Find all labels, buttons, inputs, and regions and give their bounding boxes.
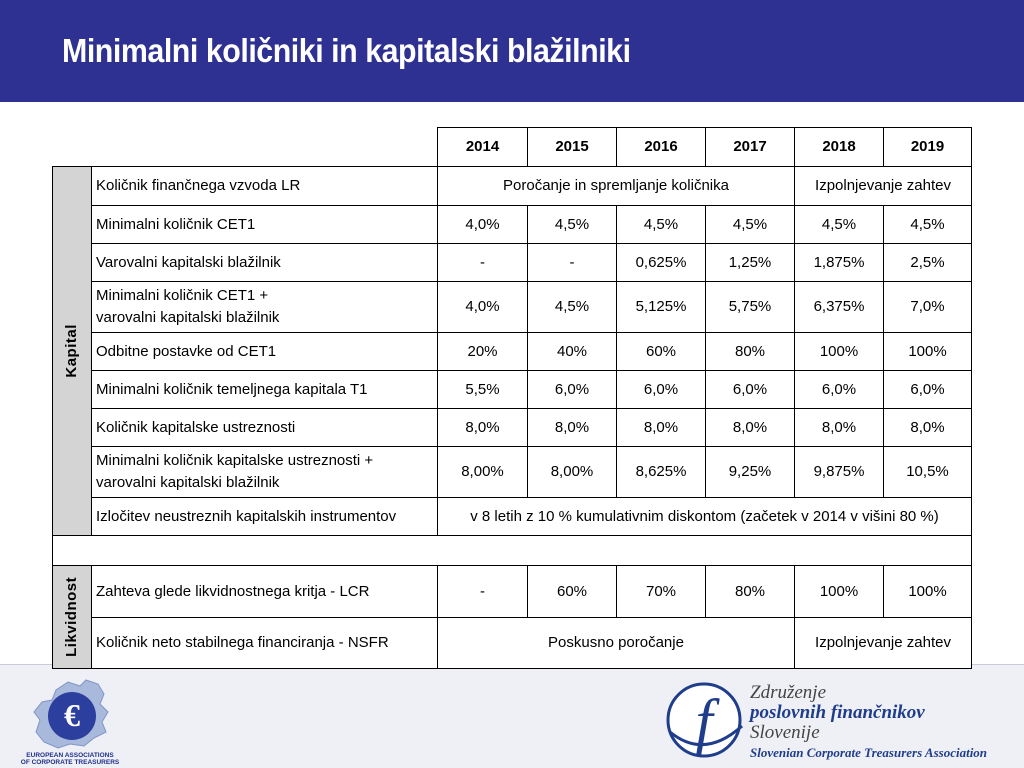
table-cell: 80% xyxy=(705,565,795,618)
zpfs-name-line3: Slovenije xyxy=(750,722,820,743)
table-cell: 60% xyxy=(616,332,706,371)
table-cell: 6,0% xyxy=(794,370,884,409)
table-cell: 6,0% xyxy=(883,370,972,409)
table-cell: 4,5% xyxy=(794,205,884,244)
zpfs-english-name: Slovenian Corporate Treasurers Association xyxy=(750,745,988,760)
zpfs-logo xyxy=(664,680,1004,766)
table-cell: 6,0% xyxy=(705,370,795,409)
table-cell: 5,75% xyxy=(705,281,795,333)
table-cell: 20% xyxy=(437,332,528,371)
table-cell: 1,875% xyxy=(794,243,884,282)
table-cell: 1,25% xyxy=(705,243,795,282)
europe-map-icon xyxy=(14,672,126,752)
section-label-kapital: Kapital xyxy=(52,166,92,536)
section-label-likvidnost: Likvidnost xyxy=(52,565,92,669)
table-cell: - xyxy=(527,243,617,282)
table-cell: 9,875% xyxy=(794,446,884,498)
year-header-2018: 2018 xyxy=(794,127,884,167)
row-label-lcr: Zahteva glede likvidnostnega kritja - LCR xyxy=(91,565,438,618)
lr-reporting-span: Poročanje in spremljanje količnika xyxy=(437,166,795,206)
row-label-phaseout: Izločitev neustreznih kapitalskih instrumentov xyxy=(91,497,438,536)
table-cell: - xyxy=(437,565,528,618)
row-label-car-buffer: Minimalni količnik kapitalske ustreznosti + varovalni kapitalski blažilnik xyxy=(91,446,438,498)
page-title: Minimalni količniki in kapitalski blažilniki xyxy=(62,32,631,69)
year-header-2017: 2017 xyxy=(705,127,795,167)
lr-compliance-span: Izpolnjevanje zahtev xyxy=(794,166,972,206)
table-cell: 2,5% xyxy=(883,243,972,282)
table-cell: 6,0% xyxy=(616,370,706,409)
row-label-t1: Minimalni količnik temeljnega kapitala T1 xyxy=(91,370,438,409)
row-label-deductions: Odbitne postavke od CET1 xyxy=(91,332,438,371)
table-cell: 4,0% xyxy=(437,205,528,244)
eact-logo xyxy=(14,672,126,766)
table-cell: 4,5% xyxy=(527,281,617,333)
year-header-2014: 2014 xyxy=(437,127,528,167)
year-header-2015: 2015 xyxy=(527,127,617,167)
table-cell: 4,5% xyxy=(527,205,617,244)
table-cell: 8,0% xyxy=(616,408,706,447)
svg-text:€: € xyxy=(64,697,80,733)
table-cell: - xyxy=(437,243,528,282)
section-spacer xyxy=(52,535,972,566)
row-label-cet1: Minimalni količnik CET1 xyxy=(91,205,438,244)
nsfr-compliance-span: Izpolnjevanje zahtev xyxy=(794,617,972,669)
table-cell: 8,0% xyxy=(883,408,972,447)
table-cell: 9,25% xyxy=(705,446,795,498)
table-cell: 100% xyxy=(794,332,884,371)
row-label-cet1-buffer: Minimalni količnik CET1 + varovalni kapitalski blažilnik xyxy=(91,281,438,333)
table-cell: 10,5% xyxy=(883,446,972,498)
nsfr-trial-span: Poskusno poročanje xyxy=(437,617,795,669)
table-cell: 8,00% xyxy=(527,446,617,498)
table-cell: 100% xyxy=(883,565,972,618)
row-label-nsfr: Količnik neto stabilnega financiranja - NSFR xyxy=(91,617,438,669)
zpfs-name-line1: Združenje xyxy=(750,682,826,703)
table-cell: 70% xyxy=(616,565,706,618)
table-cell: 8,0% xyxy=(437,408,528,447)
table-cell: 100% xyxy=(883,332,972,371)
table-cell: 4,5% xyxy=(705,205,795,244)
table-cell: 8,625% xyxy=(616,446,706,498)
year-header-2016: 2016 xyxy=(616,127,706,167)
table-cell: 8,00% xyxy=(437,446,528,498)
year-header-2019: 2019 xyxy=(883,127,972,167)
table-cell: 80% xyxy=(705,332,795,371)
zpfs-f-mark-icon xyxy=(664,680,748,766)
zpfs-name-line2: poslovnih finančnikov xyxy=(750,702,925,723)
table-cell: 5,125% xyxy=(616,281,706,333)
eact-logo-text: EUROPEAN ASSOCIATIONS OF CORPORATE TREASURERS xyxy=(20,752,120,767)
row-label-lr: Količnik finančnega vzvoda LR xyxy=(91,166,438,206)
table-cell: 4,5% xyxy=(616,205,706,244)
table-cell: 8,0% xyxy=(794,408,884,447)
row-label-buffer: Varovalni kapitalski blažilnik xyxy=(91,243,438,282)
table-cell: 60% xyxy=(527,565,617,618)
table-cell: 7,0% xyxy=(883,281,972,333)
table-cell: 100% xyxy=(794,565,884,618)
table-cell: 8,0% xyxy=(527,408,617,447)
table-cell: 6,0% xyxy=(527,370,617,409)
svg-text:f: f xyxy=(695,688,713,756)
table-cell: 4,0% xyxy=(437,281,528,333)
table-cell: 5,5% xyxy=(437,370,528,409)
row-label-car: Količnik kapitalske ustreznosti xyxy=(91,408,438,447)
table-cell: 0,625% xyxy=(616,243,706,282)
table-cell: 6,375% xyxy=(794,281,884,333)
title-bar xyxy=(0,0,1024,102)
table-cell: 4,5% xyxy=(883,205,972,244)
table-cell: 40% xyxy=(527,332,617,371)
phaseout-span: v 8 letih z 10 % kumulativnim diskontom (začetek v 2014 v višini 80 %) xyxy=(437,497,972,536)
table-cell: 8,0% xyxy=(705,408,795,447)
